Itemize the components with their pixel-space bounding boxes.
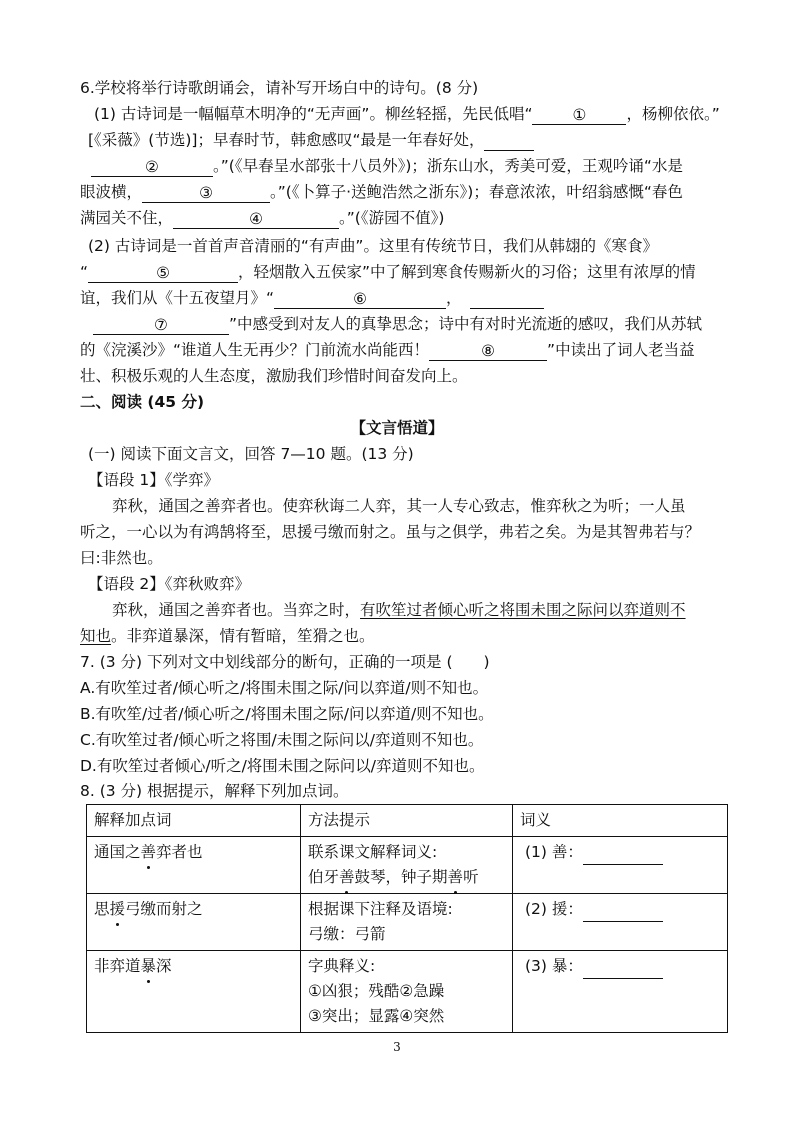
q6-p2-line1: (2) 古诗词是一首首声音清丽的“有声曲”。这里有传统节日，我们从韩翃的《寒食》 [88,237,658,255]
header-cell: 词义 [513,805,728,837]
q6-p2-line2: “ ⑤ ，轻烟散入五侯家”中了解到寒食传赐新火的习俗；这里有浓厚的情 [80,263,696,282]
blank-1[interactable]: ① [532,104,626,125]
hint-cell: 联系课文解释词义: 伯牙善鼓琴，钟子期善听 [301,837,513,894]
q6-p1-line2: [《采薇》(节选)]；早春时节，韩愈感叹“最是一年春好处， [88,129,534,151]
answer-cell: (3) 暴： [513,951,728,1033]
para1-line1: 弈秋，通国之善弈者也。使弈秋诲二人弈，其一人专心致志，惟弈秋之为听；一人虽 [112,497,686,515]
header-cell: 方法提示 [301,805,513,837]
table-header-row [87,805,728,837]
table-row [87,837,728,894]
answer-blank[interactable] [583,960,663,979]
answer-blank[interactable] [583,846,663,865]
dotted-char: 善 [448,865,464,890]
underlined-passage-end: 知也 [80,627,112,645]
blank-7-start[interactable] [470,288,544,309]
q6-p1-line3: ② 。”(《早春呈水部张十八员外》)；浙东山水，秀美可爱，王观吟诵“水是 [91,155,683,177]
q6-p2-line5: 的《浣溪沙》“谁道人生无再少？门前流水尚能西！ ⑧ ”中读出了词人老当益 [80,341,695,360]
q7-option-c[interactable]: C.有吹笙过者/倾心听之将围/未围之际问以/弈道则不知也。 [80,731,484,749]
q6-p2-line4: ⑦ ”中感受到对友人的真挚思念；诗中有对时光流逝的感叹，我们从苏轼 [93,313,702,335]
blank-6[interactable]: ⑥ [274,288,446,309]
q8-stem: 8. (3 分) 根据提示，解释下列加点词。 [80,782,349,800]
answer-cell: (2) 援： [513,894,728,951]
q6-title: 6.学校将举行诗歌朗诵会，请补写开场白中的诗句。(8 分) [80,79,479,97]
page-number: 3 [393,1040,401,1054]
table-row [87,894,728,951]
q6-p2-line6: 壮、积极乐观的人生态度，激励我们珍惜时间奋发向上。 [80,367,468,385]
wenyan-heading: 【文言悟道】 [350,419,444,437]
q6-p2-line3: 谊，我们从《十五夜望月》“ ⑥ ， [80,287,544,309]
q7-option-b[interactable]: B.有吹笙/过者/倾心听之/将围未围之际/问以弈道/则不知也。 [80,705,494,723]
section-heading: 二、阅读 (45 分) [80,393,205,411]
blank-3[interactable]: ③ [142,182,270,203]
phrase-cell: 思援弓缴而射之 [87,894,301,951]
dotted-char: 善 [141,840,157,865]
para2-label: 【语段 2】《弈秋败弈》 [88,575,251,593]
header-cell: 解释加点词 [87,805,301,837]
blank-7[interactable]: ⑦ [93,314,229,335]
dotted-char: 善 [339,865,355,890]
para2-line2: 知也。非弈道暴深，情有暂暗，笙猾之也。 [80,627,375,645]
blank-2[interactable]: ② [91,156,213,177]
answer-cell: (1) 善： [513,837,728,894]
dotted-char: 援 [110,897,126,922]
part1-intro: (一) 阅读下面文言文，回答 7—10 题。(13 分) [88,445,414,463]
q7-option-d[interactable]: D.有吹笙过者倾心/听之/将围未围之际问以/弈道则不知也。 [80,757,485,775]
vocab-table [86,804,728,1033]
dotted-char: 暴 [141,954,157,979]
q6-p1-line4: 眼波横， ③ 。”(《卜算子·送鲍浩然之浙东》)；春意浓浓，叶绍翁感慨“春色 [80,183,683,202]
hint-cell: 根据课下注释及语境: 弓缴：弓箭 [301,894,513,951]
para1-label: 【语段 1】《学弈》 [88,471,220,489]
para1-line3: 曰:非然也。 [80,549,163,567]
underlined-passage: 有吹笙过者倾心听之将围未围之际问以弈道则不 [360,601,686,619]
q6-p1-line1: (1) 古诗词是一幅幅草木明净的“无声画”。柳丝轻摇，先民低唱“ ① ，杨柳依依。” [94,105,720,124]
table-row [87,951,728,1033]
phrase-cell: 通国之善弈者也 [87,837,301,894]
blank-2-start[interactable] [484,130,534,151]
para1-line2: 听之，一心以为有鸿鹄将至，思援弓缴而射之。虽与之俱学，弗若之矣。为是其智弗若与？ [80,523,701,541]
para2-line1: 弈秋，通国之善弈者也。当弈之时，有吹笙过者倾心听之将围未围之际问以弈道则不 [112,601,686,619]
q6-p1-line5: 满园关不住， ④ 。”(《游园不值》) [80,209,445,228]
q7-stem: 7. (3 分) 下列对文中划线部分的断句，正确的一项是 ( ) [80,653,490,671]
blank-8[interactable]: ⑧ [429,340,547,361]
hint-cell: 字典释义: ①凶狠；残酷②急躁 ③突出；显露④突然 [301,951,513,1033]
q7-option-a[interactable]: A.有吹笙过者/倾心听之/将围未围之际/问以弈道/则不知也。 [80,679,489,697]
blank-4[interactable]: ④ [173,208,339,229]
phrase-cell: 非弈道暴深 [87,951,301,1033]
answer-blank[interactable] [583,903,663,922]
blank-5[interactable]: ⑤ [88,262,238,283]
